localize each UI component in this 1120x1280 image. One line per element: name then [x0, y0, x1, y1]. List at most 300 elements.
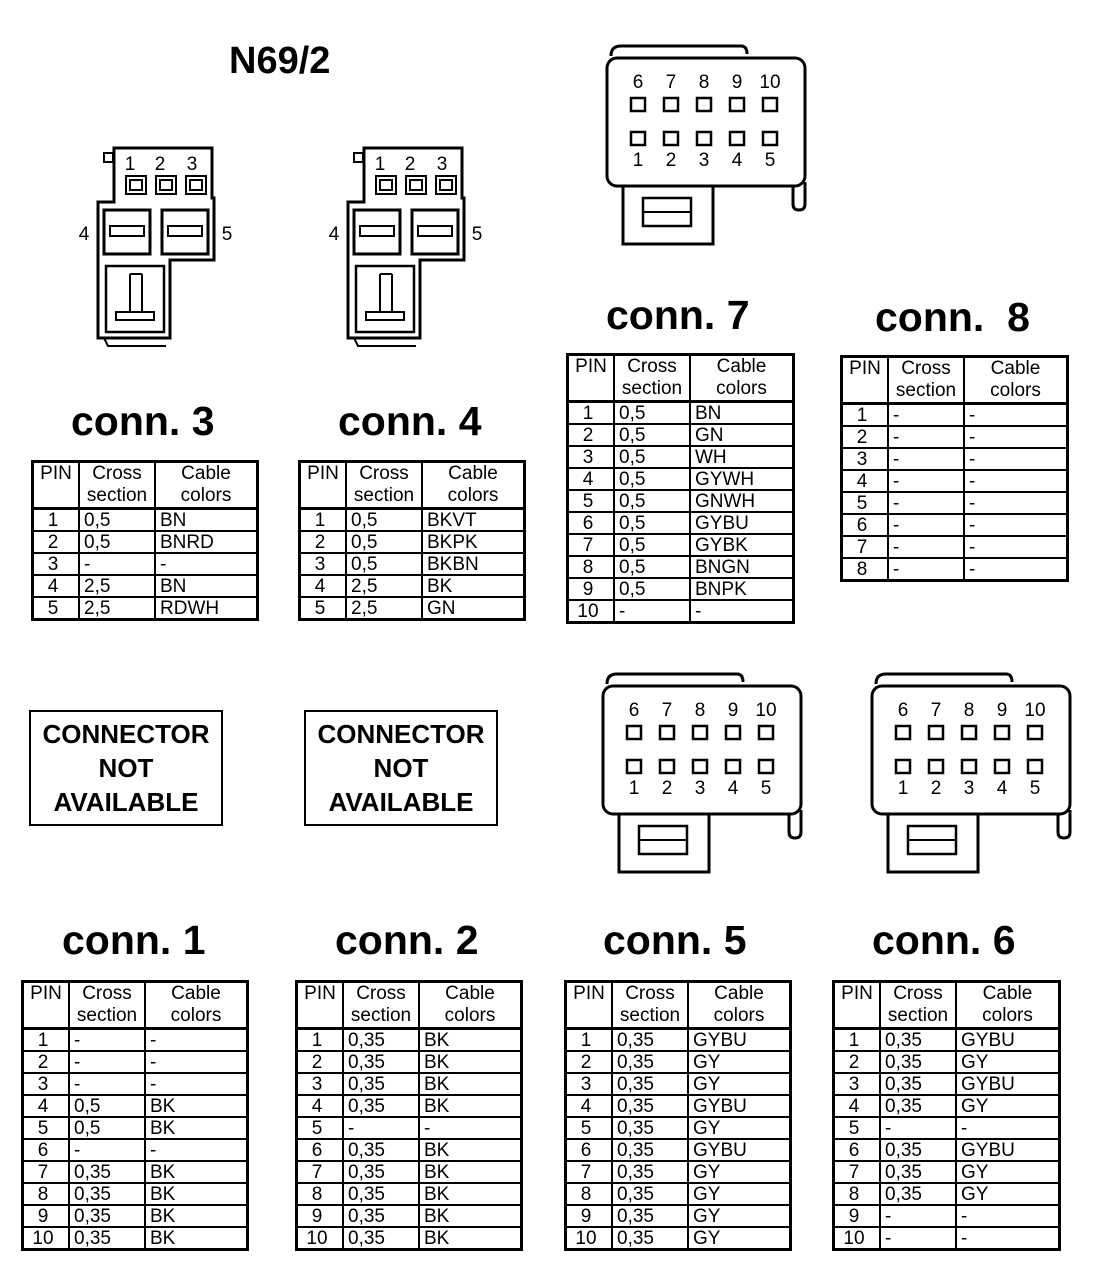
- table-row: [834, 1183, 1060, 1205]
- pin-socket: [759, 726, 773, 739]
- na-line-1: CONNECTOR: [42, 719, 210, 749]
- table-header-row: [842, 357, 1068, 404]
- pin-cell: 9: [23, 1205, 70, 1227]
- cable-colors-header: [964, 357, 1068, 404]
- connector-lock-tab: [619, 814, 709, 872]
- pin-label-3: 3: [436, 154, 448, 175]
- colors-header-line-2: colors: [716, 378, 767, 399]
- table-header-row: [566, 982, 791, 1029]
- cable-color-cell: -: [145, 1029, 248, 1052]
- pin-cell: 2: [842, 426, 889, 448]
- pin-label-2: 2: [404, 154, 416, 175]
- pin-label-top: 8: [694, 700, 706, 721]
- table-header-row: [33, 462, 258, 509]
- pin-socket: [693, 760, 707, 773]
- cable-color-cell: BK: [419, 1073, 522, 1095]
- pin-label-bottom: 4: [727, 778, 739, 799]
- cross-section-cell: 0,5: [614, 578, 690, 600]
- cross-section-cell: 0,35: [612, 1205, 688, 1227]
- table-row: [568, 578, 794, 600]
- conn4-wiring-table: [298, 460, 526, 621]
- cross-section-cell: -: [888, 470, 964, 492]
- pin-socket: [929, 760, 943, 773]
- pin-cell: 1: [300, 509, 347, 532]
- cross-section-cell: -: [888, 426, 964, 448]
- pin-cell: 3: [33, 553, 80, 575]
- cable-color-cell: GYBU: [688, 1029, 791, 1052]
- pin-label-bottom: 2: [930, 778, 942, 799]
- pin-label-2: 2: [154, 154, 166, 175]
- cable-color-cell: GNWH: [690, 490, 794, 512]
- pin-socket: [697, 132, 711, 145]
- cable-color-cell: GYWH: [690, 468, 794, 490]
- pin-cell: 6: [297, 1139, 344, 1161]
- table-row: [33, 553, 258, 575]
- cross-section-cell: -: [888, 492, 964, 514]
- table-row: [33, 575, 258, 597]
- pin1-marker: [354, 153, 363, 162]
- pin-label-bottom: 2: [661, 778, 673, 799]
- pin-socket: [627, 760, 641, 773]
- pin-cell: 5: [23, 1117, 70, 1139]
- cross-section-cell: -: [888, 404, 964, 427]
- cable-color-cell: GY: [956, 1095, 1060, 1117]
- cable-colors-header: [688, 982, 791, 1029]
- cross-header-line-2: section: [621, 378, 683, 399]
- table-row: [834, 1205, 1060, 1227]
- cable-color-cell: WH: [690, 446, 794, 468]
- table-row: [566, 1183, 791, 1205]
- pin-socket: [759, 760, 773, 773]
- table-row: [300, 597, 525, 620]
- cross-section-cell: 0,35: [343, 1205, 419, 1227]
- pin-socket: [726, 760, 740, 773]
- cable-color-cell: GYBU: [956, 1029, 1060, 1052]
- table-row: [300, 575, 525, 597]
- table-row: [297, 1139, 522, 1161]
- pin-socket: [730, 132, 744, 145]
- connector-not-available-box-2: [304, 710, 498, 826]
- pin-cell: 4: [23, 1095, 70, 1117]
- pin-label-top: 7: [930, 700, 942, 721]
- table-row: [842, 426, 1068, 448]
- table-row: [297, 1073, 522, 1095]
- pin-label-top: 10: [755, 700, 777, 721]
- cross-section-cell: -: [880, 1205, 956, 1227]
- cross-section-cell: 0,35: [343, 1183, 419, 1205]
- colors-header-line-2: colors: [180, 485, 232, 506]
- cross-section-cell: 0,35: [612, 1183, 688, 1205]
- pin-cell: 6: [568, 512, 615, 534]
- pin-cell: 7: [842, 536, 889, 558]
- cable-color-cell: BK: [419, 1095, 522, 1117]
- cable-color-cell: BK: [422, 575, 525, 597]
- colors-header-line-1: Cable: [714, 983, 764, 1004]
- cross-section-cell: 0,5: [69, 1117, 145, 1139]
- cable-color-cell: GYBU: [956, 1073, 1060, 1095]
- table-row: [23, 1029, 248, 1052]
- cable-color-cell: BK: [145, 1227, 248, 1250]
- pin-cell: 2: [297, 1051, 344, 1073]
- pin-cell: 9: [568, 578, 615, 600]
- cable-color-cell: -: [964, 492, 1068, 514]
- cross-header-line-2: section: [895, 380, 957, 401]
- conn3-wiring-table: [31, 460, 259, 621]
- na-line-2: NOT: [373, 753, 429, 783]
- cable-color-cell: BKBN: [422, 553, 525, 575]
- pin-cell: 3: [842, 448, 889, 470]
- cable-color-cell: GY: [688, 1073, 791, 1095]
- cable-colors-header: [145, 982, 248, 1029]
- cross-section-cell: 0,35: [880, 1139, 956, 1161]
- colors-header-line-2: colors: [170, 1005, 222, 1026]
- pin-header: PIN: [33, 462, 80, 509]
- cable-color-cell: BK: [419, 1051, 522, 1073]
- table-row: [568, 512, 794, 534]
- cross-section-cell: 0,35: [343, 1073, 419, 1095]
- pin-cell: 10: [834, 1227, 881, 1250]
- cross-header-line-1: Cross: [901, 358, 951, 379]
- cross-section-cell: -: [614, 600, 690, 623]
- cable-color-cell: GY: [956, 1051, 1060, 1073]
- ten-pin-connector-conn6: [868, 670, 1078, 880]
- pin-socket: [896, 760, 910, 773]
- table-row: [834, 1051, 1060, 1073]
- table-row: [566, 1227, 791, 1250]
- table-header-row: [297, 982, 522, 1029]
- pin-header: PIN: [300, 462, 347, 509]
- pin-label-bottom: 5: [764, 150, 776, 171]
- table-row: [33, 509, 258, 532]
- pin-cell: 10: [568, 600, 615, 623]
- pin-header: PIN: [834, 982, 881, 1029]
- pin-cell: 8: [568, 556, 615, 578]
- cross-header-line-2: section: [86, 485, 148, 506]
- pin-cell: 2: [23, 1051, 70, 1073]
- pin-label-bottom: 3: [698, 150, 710, 171]
- pin-cell: 3: [834, 1073, 881, 1095]
- pin-label-bottom: 1: [632, 150, 644, 171]
- table-row: [300, 553, 525, 575]
- pin-cell: 2: [566, 1051, 613, 1073]
- cable-color-cell: -: [956, 1227, 1060, 1250]
- conn7-wiring-table: [566, 353, 795, 624]
- table-row: [842, 558, 1068, 581]
- pin-label-top: 6: [632, 72, 644, 93]
- cable-color-cell: GY: [688, 1227, 791, 1250]
- colors-header-line-2: colors: [444, 1005, 496, 1026]
- pin-header: PIN: [568, 355, 615, 402]
- cross-section-cell: 0,5: [69, 1095, 145, 1117]
- pin-label-5: 5: [471, 224, 483, 245]
- cable-color-cell: GYBU: [688, 1095, 791, 1117]
- cable-color-cell: GY: [956, 1183, 1060, 1205]
- cable-color-cell: GY: [956, 1161, 1060, 1183]
- pin-cell: 2: [568, 424, 615, 446]
- cable-color-cell: BN: [155, 575, 258, 597]
- cross-section-header: [346, 462, 422, 509]
- cable-color-cell: -: [964, 470, 1068, 492]
- cable-color-cell: -: [419, 1117, 522, 1139]
- cross-section-cell: -: [888, 514, 964, 536]
- cross-header-line-1: Cross: [92, 463, 142, 484]
- pin-header: PIN: [23, 982, 70, 1029]
- pin-label-top: 9: [731, 72, 743, 93]
- cross-section-cell: 0,35: [69, 1183, 145, 1205]
- cross-section-cell: 0,35: [880, 1095, 956, 1117]
- pin-label-bottom: 1: [897, 778, 909, 799]
- pin-cell: 2: [834, 1051, 881, 1073]
- colors-header-line-2: colors: [990, 380, 1041, 401]
- cross-section-cell: -: [79, 553, 155, 575]
- pin-header: PIN: [842, 357, 889, 404]
- cable-color-cell: BK: [145, 1117, 248, 1139]
- pin-socket: [664, 98, 678, 111]
- table-row: [566, 1051, 791, 1073]
- cross-section-cell: 0,5: [614, 512, 690, 534]
- cross-header-line-2: section: [353, 485, 415, 506]
- cable-color-cell: GY: [688, 1183, 791, 1205]
- cross-header-line-1: Cross: [359, 463, 409, 484]
- conn3-title: conn. 3: [71, 398, 215, 444]
- table-row: [568, 556, 794, 578]
- cross-section-cell: -: [69, 1139, 145, 1161]
- cross-section-cell: 0,5: [346, 509, 422, 532]
- table-header-row: [23, 982, 248, 1029]
- cross-section-cell: 0,35: [612, 1029, 688, 1052]
- cable-color-cell: BK: [145, 1183, 248, 1205]
- cable-color-cell: GYBU: [688, 1139, 791, 1161]
- colors-header-line-2: colors: [982, 1005, 1033, 1026]
- pin-cell: 4: [300, 575, 347, 597]
- pin-label-1: 1: [374, 154, 386, 175]
- cable-color-cell: BK: [419, 1227, 522, 1250]
- cable-color-cell: -: [964, 514, 1068, 536]
- pin-socket: [1028, 760, 1042, 773]
- table-row: [566, 1139, 791, 1161]
- connector-lock-tab: [888, 814, 978, 872]
- pin-socket: [763, 98, 777, 111]
- cable-color-cell: -: [690, 600, 794, 623]
- pin-label-top: 8: [698, 72, 710, 93]
- cross-section-cell: 2,5: [79, 597, 155, 620]
- table-row: [23, 1073, 248, 1095]
- table-row: [834, 1117, 1060, 1139]
- pin-cell: 8: [297, 1183, 344, 1205]
- table-row: [23, 1051, 248, 1073]
- table-row: [23, 1227, 248, 1250]
- table-row: [834, 1029, 1060, 1052]
- cross-section-cell: 0,5: [79, 509, 155, 532]
- cross-section-cell: 0,5: [614, 534, 690, 556]
- pin-socket: [995, 726, 1009, 739]
- table-row: [23, 1095, 248, 1117]
- cable-color-cell: BK: [145, 1205, 248, 1227]
- cross-section-cell: -: [69, 1051, 145, 1073]
- cable-color-cell: -: [964, 558, 1068, 581]
- cable-color-cell: BNRD: [155, 531, 258, 553]
- conn7-title: conn. 7: [606, 292, 750, 338]
- cable-color-cell: GY: [688, 1161, 791, 1183]
- cable-color-cell: GN: [422, 597, 525, 620]
- table-row: [842, 492, 1068, 514]
- connector-back-shell: [611, 46, 747, 56]
- table-row: [297, 1029, 522, 1052]
- pin-socket: [660, 760, 674, 773]
- connector-back-shell: [876, 674, 1012, 684]
- cable-color-cell: -: [956, 1117, 1060, 1139]
- cross-section-cell: 0,35: [69, 1161, 145, 1183]
- cross-section-cell: 2,5: [346, 575, 422, 597]
- cable-color-cell: GYBU: [690, 512, 794, 534]
- pin-socket: [631, 98, 645, 111]
- table-row: [23, 1183, 248, 1205]
- pin-cell: 2: [300, 531, 347, 553]
- table-row: [300, 531, 525, 553]
- cable-color-cell: GY: [688, 1117, 791, 1139]
- table-row: [297, 1117, 522, 1139]
- cross-section-cell: 0,35: [612, 1095, 688, 1117]
- cable-color-cell: -: [145, 1051, 248, 1073]
- table-row: [842, 536, 1068, 558]
- pin-cell: 10: [566, 1227, 613, 1250]
- pin-cell: 2: [33, 531, 80, 553]
- cross-header-line-2: section: [350, 1005, 412, 1026]
- ten-pin-connector-conn7: [603, 42, 813, 252]
- pin-cell: 4: [33, 575, 80, 597]
- pin-cell: 6: [834, 1139, 881, 1161]
- pin-socket: [730, 98, 744, 111]
- cable-colors-header: [155, 462, 258, 509]
- pin-cell: 5: [300, 597, 347, 620]
- cable-color-cell: BK: [145, 1095, 248, 1117]
- pin-socket: [995, 760, 1009, 773]
- pin-header: PIN: [297, 982, 344, 1029]
- table-row: [566, 1073, 791, 1095]
- cable-color-cell: BK: [419, 1139, 522, 1161]
- cross-section-cell: 0,35: [880, 1029, 956, 1052]
- cross-section-cell: 0,35: [880, 1051, 956, 1073]
- cable-color-cell: GY: [688, 1051, 791, 1073]
- pin-label-1: 1: [124, 154, 136, 175]
- cross-section-cell: 0,5: [614, 446, 690, 468]
- cross-section-cell: 0,35: [343, 1051, 419, 1073]
- pin-cell: 5: [566, 1117, 613, 1139]
- pin-cell: 8: [23, 1183, 70, 1205]
- colors-header-line-1: Cable: [171, 983, 221, 1004]
- cross-section-header: [614, 355, 690, 402]
- pin-label-top: 10: [1024, 700, 1046, 721]
- cross-section-cell: 0,35: [612, 1161, 688, 1183]
- conn5-title: conn. 5: [603, 917, 747, 963]
- cross-section-cell: 0,5: [614, 424, 690, 446]
- cable-color-cell: -: [964, 404, 1068, 427]
- cross-section-cell: -: [888, 448, 964, 470]
- colors-header-line-1: Cable: [448, 463, 498, 484]
- cable-color-cell: BK: [419, 1029, 522, 1052]
- pin-cell: 8: [834, 1183, 881, 1205]
- cable-color-cell: GN: [690, 424, 794, 446]
- ten-pin-connector-conn5: [599, 670, 809, 880]
- table-row: [23, 1139, 248, 1161]
- cross-section-cell: 0,5: [614, 490, 690, 512]
- cross-section-cell: 0,5: [614, 402, 690, 425]
- cable-color-cell: BK: [419, 1205, 522, 1227]
- cable-color-cell: BNPK: [690, 578, 794, 600]
- pin-cell: 8: [566, 1183, 613, 1205]
- cable-color-cell: -: [964, 448, 1068, 470]
- pin-socket: [1028, 726, 1042, 739]
- pin-label-top: 7: [661, 700, 673, 721]
- pin-cell: 9: [566, 1205, 613, 1227]
- table-row: [297, 1051, 522, 1073]
- pin-cell: 5: [842, 492, 889, 514]
- pin-socket: [631, 132, 645, 145]
- cable-colors-header: [419, 982, 522, 1029]
- cross-header-line-2: section: [887, 1005, 949, 1026]
- pin-socket: [693, 726, 707, 739]
- pin-cell: 4: [566, 1095, 613, 1117]
- table-row: [842, 514, 1068, 536]
- pin-label-top: 9: [727, 700, 739, 721]
- conn1-wiring-table: [21, 980, 249, 1251]
- cross-section-cell: 2,5: [79, 575, 155, 597]
- cross-section-cell: 0,35: [612, 1117, 688, 1139]
- pin-label-top: 6: [628, 700, 640, 721]
- connector-back-shell: [607, 674, 743, 684]
- na-line-1: CONNECTOR: [317, 719, 485, 749]
- pin-cell: 5: [568, 490, 615, 512]
- colors-header-line-1: Cable: [716, 356, 767, 377]
- cross-header-line-1: Cross: [627, 356, 677, 377]
- table-header-row: [834, 982, 1060, 1029]
- colors-header-line-2: colors: [713, 1005, 765, 1026]
- table-row: [566, 1095, 791, 1117]
- cross-section-cell: 0,35: [343, 1095, 419, 1117]
- five-pin-connector-conn3: [76, 140, 236, 350]
- table-row: [834, 1227, 1060, 1250]
- table-row: [23, 1117, 248, 1139]
- five-pin-connector-conn4: [326, 140, 486, 350]
- pin-label-5: 5: [221, 224, 233, 245]
- cable-color-cell: -: [145, 1073, 248, 1095]
- pin-cell: 7: [297, 1161, 344, 1183]
- table-row: [568, 402, 794, 425]
- pin-label-4: 4: [78, 224, 90, 245]
- cable-color-cell: -: [964, 536, 1068, 558]
- cross-section-cell: 0,35: [343, 1161, 419, 1183]
- table-row: [568, 534, 794, 556]
- cross-section-header: [880, 982, 956, 1029]
- pin-label-top: 10: [759, 72, 781, 93]
- pin-cell: 1: [834, 1029, 881, 1052]
- pin-socket: [962, 726, 976, 739]
- pin-cell: 4: [568, 468, 615, 490]
- pin-label-bottom: 2: [665, 150, 677, 171]
- cable-color-cell: BN: [155, 509, 258, 532]
- table-row: [566, 1117, 791, 1139]
- conn2-wiring-table: [295, 980, 523, 1251]
- colors-header-line-2: colors: [447, 485, 499, 506]
- pin-cell: 6: [566, 1139, 613, 1161]
- cross-section-cell: 0,35: [880, 1073, 956, 1095]
- pin-label-top: 7: [665, 72, 677, 93]
- cross-section-cell: 0,5: [79, 531, 155, 553]
- colors-header-line-1: Cable: [982, 983, 1033, 1004]
- cross-section-cell: 0,35: [880, 1183, 956, 1205]
- pin-label-bottom: 4: [996, 778, 1008, 799]
- colors-header-line-1: Cable: [181, 463, 231, 484]
